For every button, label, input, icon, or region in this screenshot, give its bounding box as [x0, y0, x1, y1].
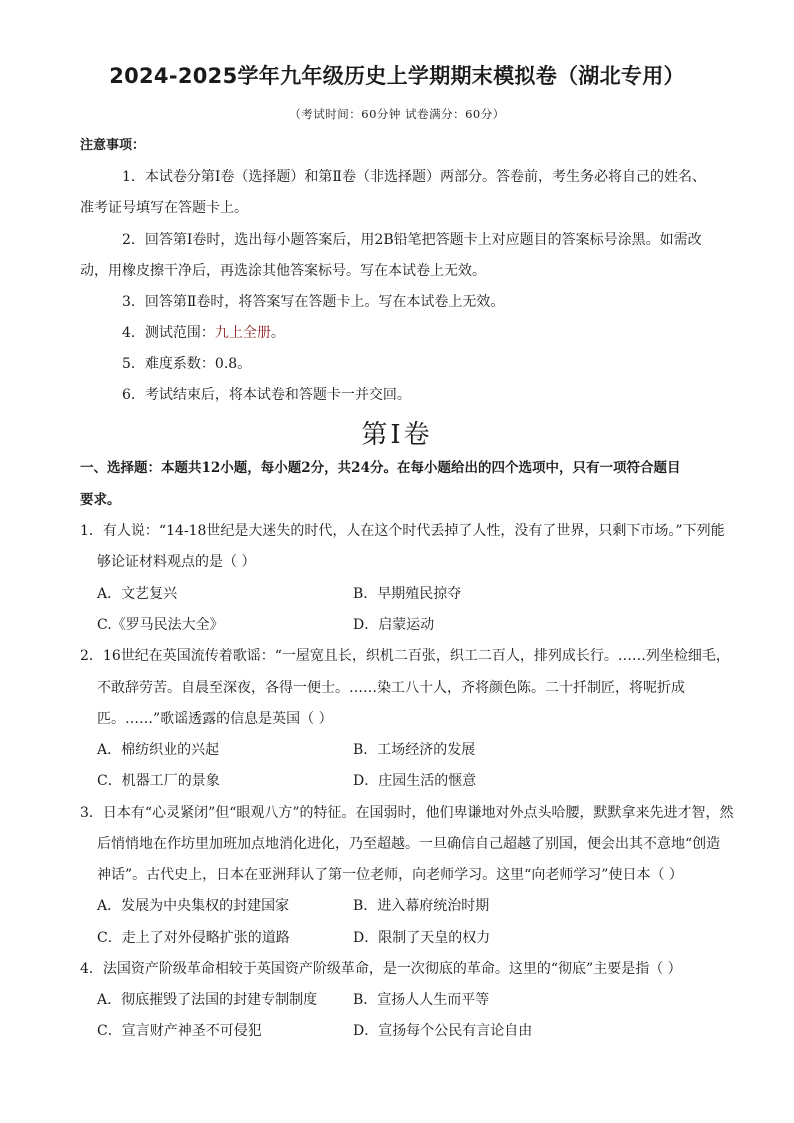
notice-item-2b: 动，用橡皮擦干净后，再选涂其他答案标号。写在本试卷上无效。 — [80, 263, 486, 279]
exam-time-info: （考试时间：60分钟 试卷满分：60分） — [289, 107, 505, 121]
notice-item-6: 6．考试结束后，将本试卷和答题卡一并交回。 — [122, 387, 411, 403]
notice-item-4 — [122, 324, 285, 342]
section-title: 第Ⅰ卷 — [361, 420, 433, 450]
question-3-option-c: C．走上了对外侵略扩张的道路 — [97, 930, 290, 946]
question-1-option-a: A．文艺复兴 — [97, 586, 178, 602]
question-3-line-2: 后悄悄地在作坊里加班加点地消化进化，乃至超越。一旦确信自己超越了别国，便会出其不意地“创造 — [97, 836, 721, 852]
question-1-line-2: 够论证材料观点的是（ ） — [97, 554, 256, 570]
notice-item-3: 3．回答第Ⅱ卷时，将答案写在答题卡上。写在本试卷上无效。 — [122, 294, 505, 310]
question-4-option-b: B．宣扬人人生而平等 — [353, 992, 490, 1008]
notice-item-4-end: 。 — [270, 325, 285, 341]
question-2-line-2: 不敢辞劳苦。自晨至深夜，各得一便士。……染工八十人，齐将颜色陈。二十扦制匠，将呢折成 — [97, 680, 685, 696]
section-instruction-a: 一、选择题：本题共12小题，每小题2分，共24分。在每小题给出的四个选项中，只有一项符合题目 — [80, 460, 681, 476]
exam-title: 2024-2025学年九年级历史上学期期末模拟卷（湖北专用） — [109, 64, 685, 88]
notice-item-4-label: 4．测试范围： — [122, 325, 215, 341]
question-4-option-d: D．宣扬每个公民有言论自由 — [353, 1023, 533, 1039]
question-2-option-d: D．庄园生活的惬意 — [353, 773, 477, 789]
section-instruction-b: 要求。 — [80, 492, 121, 508]
question-3-option-d: D．限制了天皇的权力 — [353, 930, 491, 946]
question-2-option-c: C．机器工厂的景象 — [97, 773, 220, 789]
question-3-line-1: 3．日本有“心灵紧闭”但“眼观八方”的特征。在国弱时，他们卑谦地对外点头哈腰，默默拿来先进才智，然 — [80, 805, 734, 821]
question-2-option-a: A．棉纺织业的兴起 — [97, 742, 220, 758]
question-3-option-b: B．进入幕府统治时期 — [353, 898, 490, 914]
test-scope-value: 九上全册 — [214, 325, 271, 341]
question-1-option-b: B．早期殖民掠夺 — [353, 586, 462, 602]
question-1-option-c: C.《罗马民法大全》 — [97, 617, 224, 633]
question-2-line-3: 匹。……”歌谣透露的信息是英国（ ） — [97, 711, 333, 727]
question-3-line-3: 神话”。古代史上，日本在亚洲拜认了第一位老师，向老师学习。这里“向老师学习”使日本（ ） — [97, 867, 683, 883]
question-4-line-1: 4．法国资产阶级革命相较于英国资产阶级革命，是一次彻底的革命。这里的“彻底”主要是指（ ） — [80, 961, 682, 977]
notice-item-5: 5．难度系数：0.8。 — [122, 356, 252, 372]
notice-item-1b: 准考证号填写在答题卡上。 — [80, 200, 248, 216]
notice-item-2a: 2．回答第Ⅰ卷时，选出每小题答案后，用2B铅笔把答题卡上对应题目的答案标号涂黑。如需改 — [122, 232, 702, 248]
notice-item-1a: 1．本试卷分第Ⅰ卷（选择题）和第Ⅱ卷（非选择题）两部分。答卷前，考生务必将自己的姓名、 — [122, 169, 706, 185]
question-4-option-c: C．宣言财产神圣不可侵犯 — [97, 1023, 262, 1039]
question-2-option-b: B．工场经济的发展 — [353, 742, 476, 758]
question-1-option-d: D．启蒙运动 — [353, 617, 435, 633]
question-1-line-1: 1．有人说：“14-18世纪是大迷失的时代，人在这个时代丢掉了人性，没有了世界，只剩下市场。”下列能 — [80, 523, 725, 539]
question-2-line-1: 2．16世纪在英国流传着歌谣：“一屋宽且长，织机二百张，织工二百人，排列成长行。……列坐检细毛， — [80, 648, 730, 664]
question-3-option-a: A．发展为中央集权的封建国家 — [97, 898, 290, 914]
question-4-option-a: A．彻底摧毁了法国的封建专制制度 — [97, 992, 318, 1008]
notice-heading: 注意事项： — [80, 138, 146, 153]
